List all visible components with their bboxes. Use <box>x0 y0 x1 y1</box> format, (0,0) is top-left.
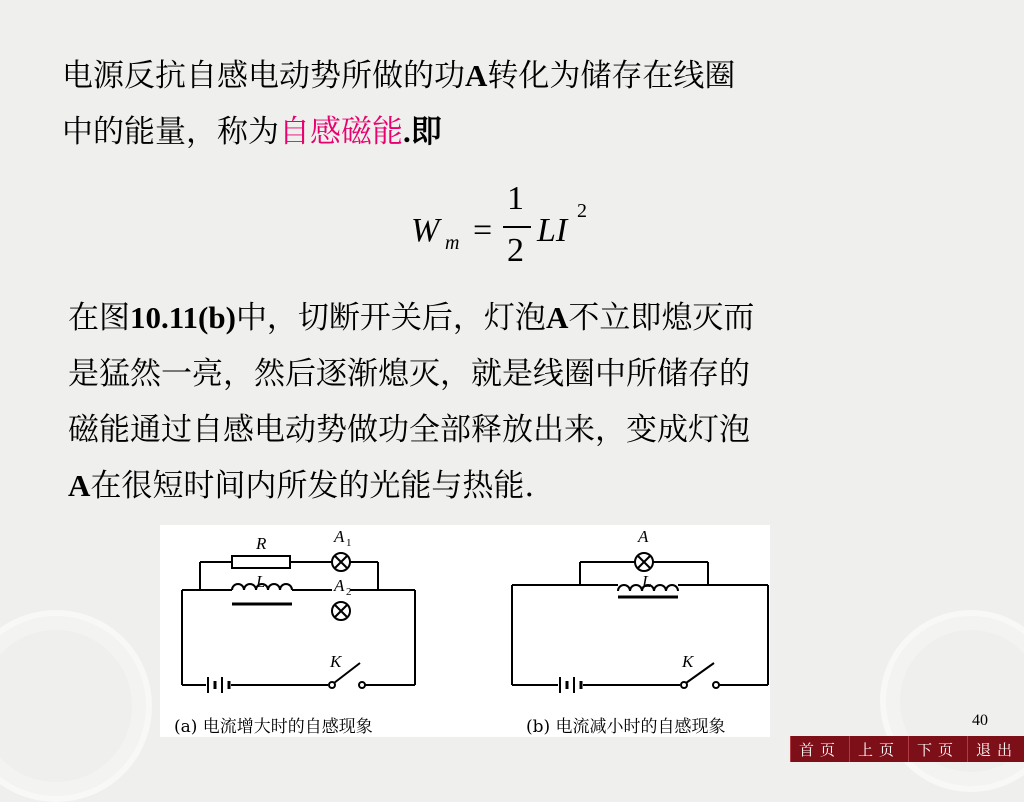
eq-lhs-sub: m <box>445 232 460 254</box>
eq-lhs: W <box>411 212 440 249</box>
caption-a: (a) 电流增大时的自感现象 <box>174 717 373 737</box>
label-a1: A <box>334 527 345 546</box>
watermark-seal-right <box>880 610 1024 792</box>
slide-nav-bar <box>790 736 1024 762</box>
text-segment: (b) <box>198 300 236 335</box>
battery-icon <box>560 677 581 693</box>
text-segment: 10.11 <box>130 300 199 335</box>
nav-next-button[interactable]: 下页 <box>908 736 967 762</box>
watermark-seal-left <box>0 610 152 802</box>
text-segment: .即 <box>403 114 442 149</box>
text-segment: 是猛然一亮，然后逐渐熄灭，就是线圈中所储存的 <box>68 356 750 392</box>
nav-exit-button[interactable]: 退出 <box>967 736 1024 762</box>
eq-numerator: 1 <box>507 180 524 217</box>
page-number: 40 <box>972 712 988 729</box>
nav-prev-button[interactable]: 上页 <box>849 736 908 762</box>
intro-paragraph <box>62 48 735 160</box>
text-segment: 转化为储存在线圈 <box>487 58 736 94</box>
lamp-a-icon <box>635 553 653 571</box>
label-l-a: L <box>256 572 266 591</box>
battery-icon <box>208 677 229 693</box>
nav-first-button[interactable]: 首页 <box>790 736 849 762</box>
eq-equals: = <box>473 212 493 249</box>
text-segment: A <box>68 468 91 503</box>
label-k-a: K <box>330 652 342 671</box>
label-a2-sub: 2 <box>346 586 352 598</box>
circuit-diagrams <box>160 525 770 737</box>
text-segment: 中，切断开关后，灯泡 <box>235 300 546 336</box>
text-segment: A <box>465 58 488 93</box>
text-segment: 中的能量，称为 <box>62 114 279 150</box>
label-a-b: A <box>638 527 649 546</box>
label-l-b: L <box>642 572 652 591</box>
text-segment: A <box>545 300 569 335</box>
circuit-figure <box>160 525 770 737</box>
text-segment: 不立即熄灭而 <box>568 300 755 336</box>
text-segment: 在图 <box>68 300 130 336</box>
label-a1-sub: 1 <box>346 537 352 549</box>
text-segment: 在很短时间内所发的光能与热能. <box>90 468 535 504</box>
explanation-paragraph <box>68 290 754 514</box>
lamp-a2-icon <box>332 602 350 620</box>
label-a2: A <box>334 576 345 595</box>
label-r: R <box>256 534 267 553</box>
eq-rhs-sup: 2 <box>577 200 587 222</box>
label-k-b: K <box>682 652 694 671</box>
eq-fraction-bar <box>503 226 531 228</box>
resistor-r <box>232 556 290 568</box>
circuit-a <box>182 553 415 693</box>
eq-denominator: 2 <box>507 232 524 269</box>
eq-rhs: LI <box>537 212 568 249</box>
circuit-b <box>512 553 768 693</box>
energy-equation <box>405 180 605 280</box>
highlight-term: 自感磁能 <box>279 114 403 150</box>
lamp-a1-icon <box>332 553 350 571</box>
text-segment: 磁能通过自感电动势做功全部释放出来，变成灯泡 <box>68 412 750 448</box>
text-segment: 电源反抗自感电动势所做的功 <box>62 58 465 94</box>
caption-b: (b) 电流减小时的自感现象 <box>526 717 726 737</box>
